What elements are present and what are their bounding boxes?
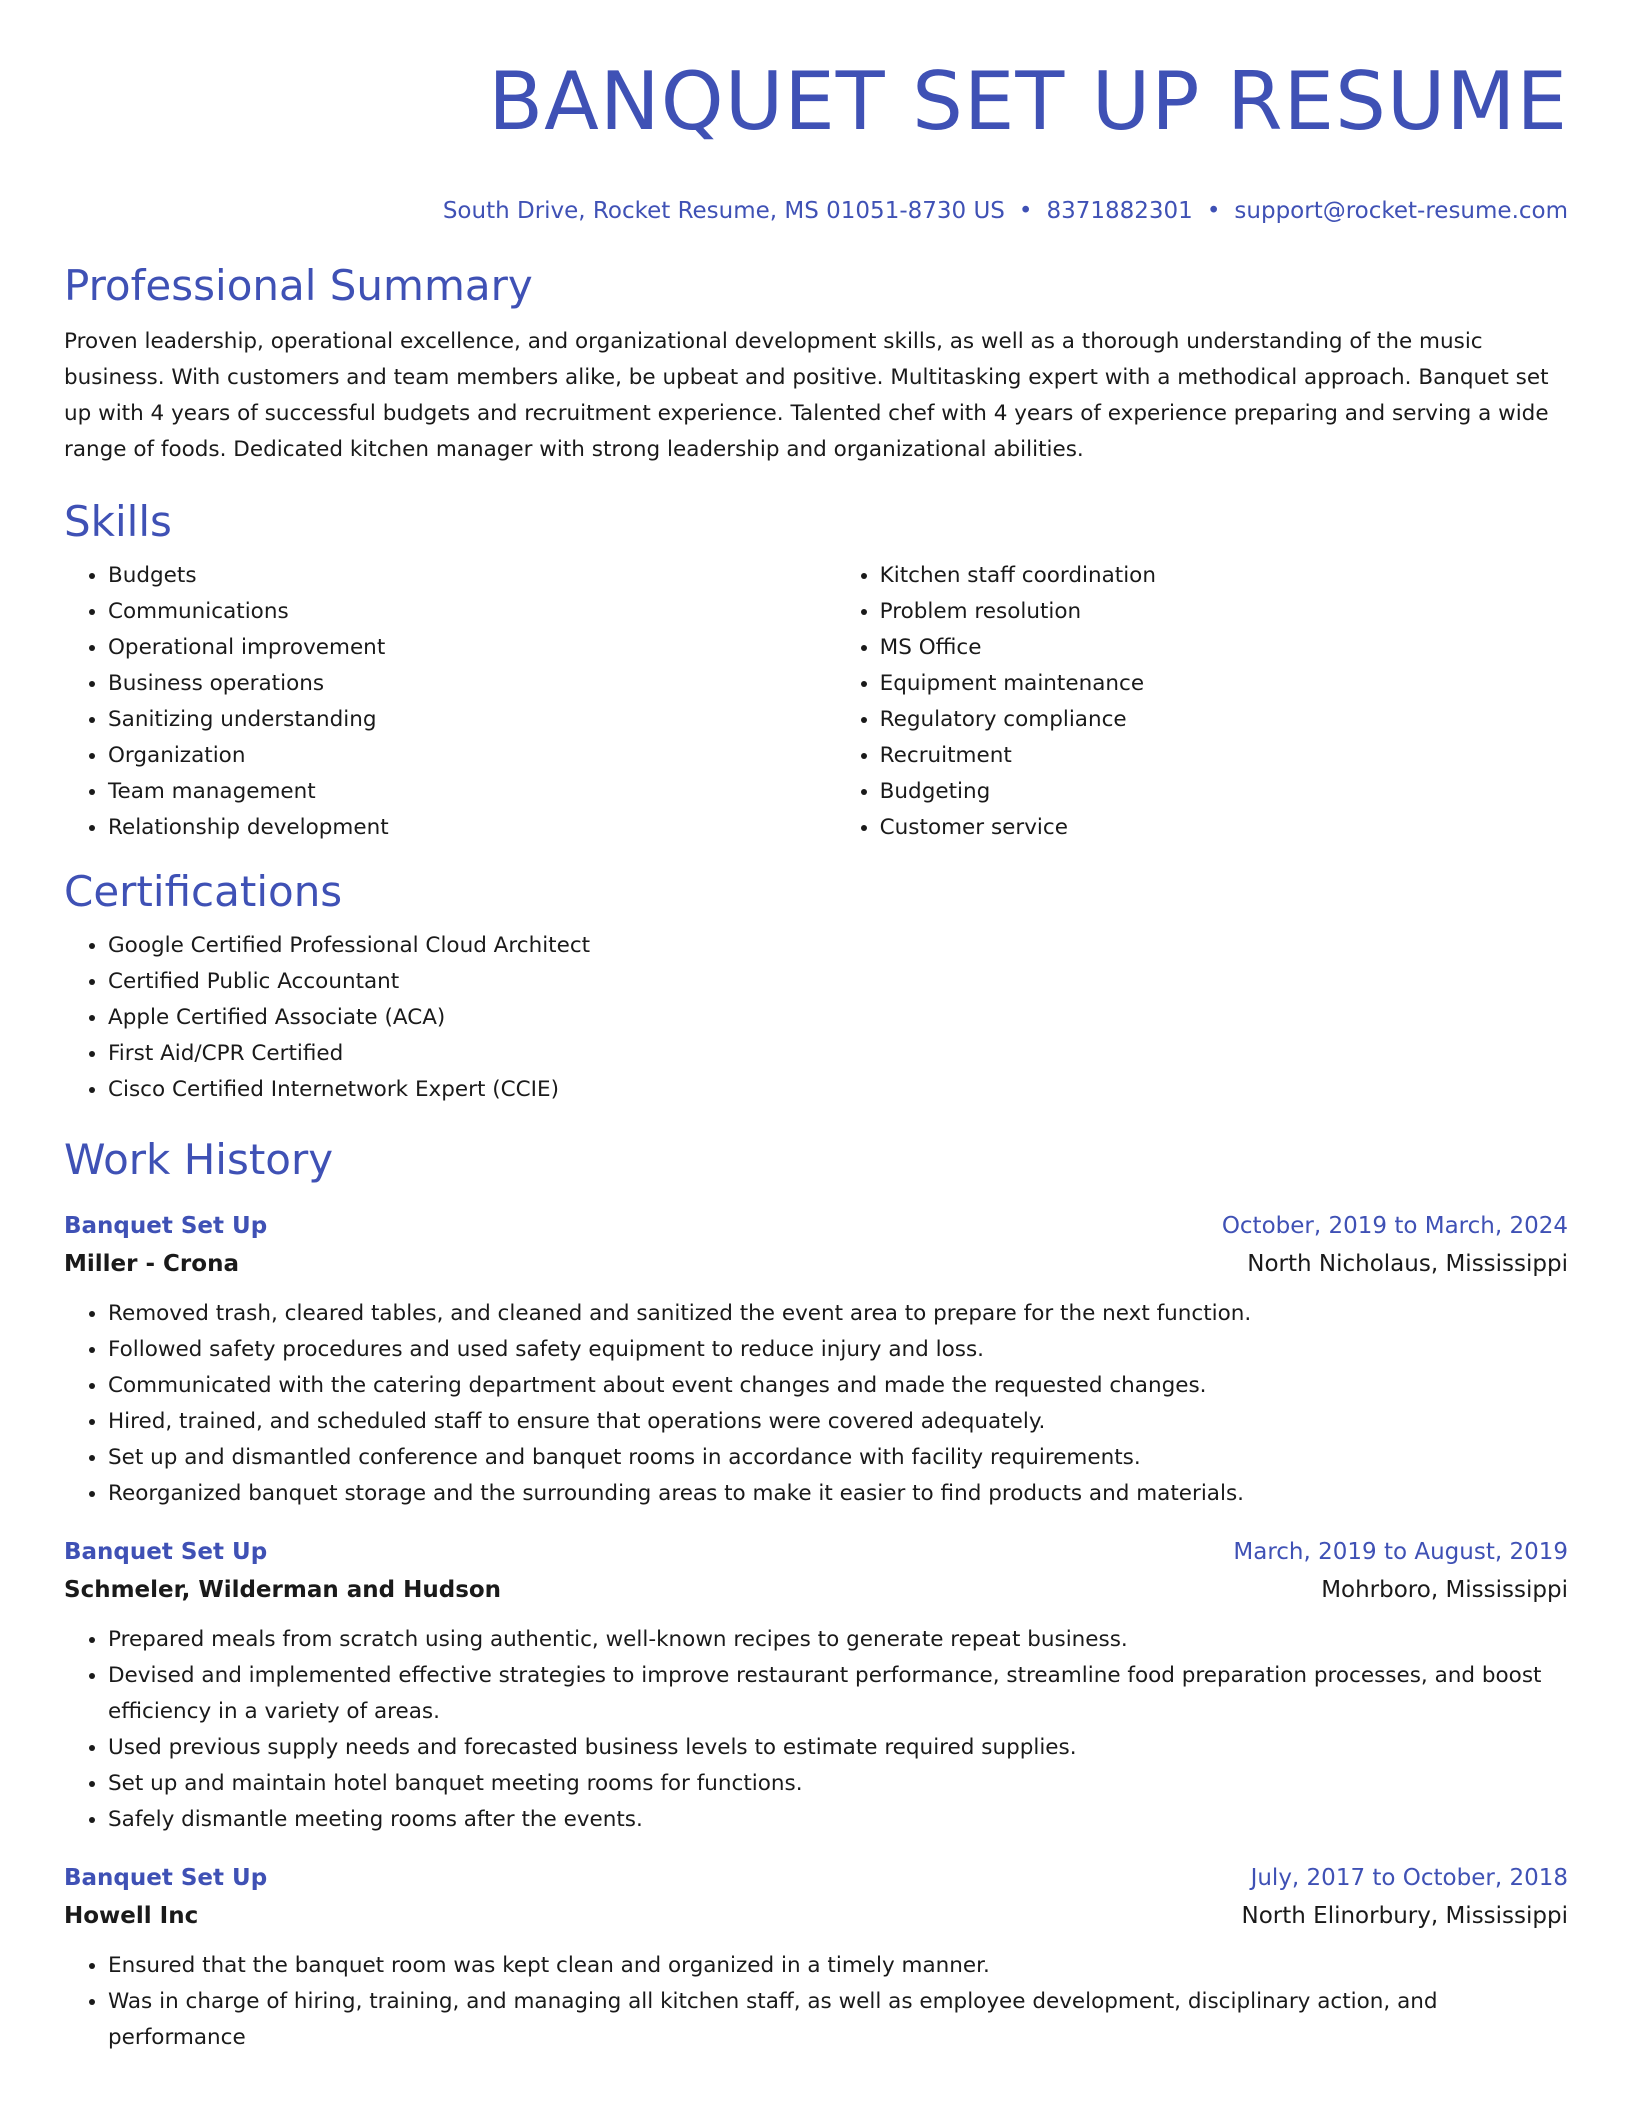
- contact-email[interactable]: support@rocket-resume.com: [1234, 198, 1568, 224]
- job-bullet: • Communicated with the catering department about event changes and made the requested changes.: [108, 1368, 1568, 1404]
- skill-item: • Team management: [108, 774, 836, 810]
- job-company: Schmeler, Wilderman and Hudson: [64, 1577, 502, 1603]
- work-history-heading: Work History: [64, 1135, 334, 1184]
- job-bullet: • Prepared meals from scratch using authentic, well-known recipes to generate repeat business.: [108, 1622, 1568, 1658]
- certifications-list: [64, 928, 1568, 1108]
- skills-columns: [64, 558, 1568, 846]
- skill-item: • Organization: [108, 738, 836, 774]
- job-entry: [64, 1860, 1568, 2056]
- job-dates: October, 2019 to March, 2024: [1221, 1213, 1568, 1239]
- skills-list-left: [64, 558, 836, 846]
- job-dates: March, 2019 to August, 2019: [1233, 1539, 1568, 1565]
- skill-item: • Business operations: [108, 666, 836, 702]
- skill-item: • Budgets: [108, 558, 836, 594]
- job-title: Banquet Set Up: [64, 1539, 268, 1565]
- job-header-row: [64, 1208, 1568, 1244]
- certification-item: • Certified Public Accountant: [108, 964, 1568, 1000]
- contact-separator: •: [1206, 198, 1221, 224]
- job-bullet: • Was in charge of hiring, training, and managing all kitchen staff, as well as employee development, disciplinary action, and performance: [108, 1984, 1568, 2056]
- job-header-row: [64, 1860, 1568, 1896]
- certification-item: • Apple Certified Associate (ACA): [108, 1000, 1568, 1036]
- job-bullet: • Set up and maintain hotel banquet meeting rooms for functions.: [108, 1766, 1568, 1802]
- job-bullet: • Safely dismantle meeting rooms after the events.: [108, 1802, 1568, 1838]
- skills-heading: Skills: [64, 497, 172, 546]
- skill-item: • MS Office: [880, 630, 1568, 666]
- job-location: Mohrboro, Mississippi: [1321, 1577, 1568, 1603]
- certification-item: • Cisco Certified Internetwork Expert (CCIE): [108, 1072, 1568, 1108]
- job-bullet: • Hired, trained, and scheduled staff to ensure that operations were covered adequately.: [108, 1404, 1568, 1440]
- job-bullet: • Followed safety procedures and used safety equipment to reduce injury and loss.: [108, 1332, 1568, 1368]
- job-title: Banquet Set Up: [64, 1865, 268, 1891]
- skill-item: • Sanitizing understanding: [108, 702, 836, 738]
- contact-phone: 8371882301: [1046, 198, 1193, 224]
- skill-item: • Communications: [108, 594, 836, 630]
- skill-item: • Kitchen staff coordination: [880, 558, 1568, 594]
- certification-item: • Google Certified Professional Cloud Architect: [108, 928, 1568, 964]
- contact-line: [64, 196, 1568, 226]
- job-bullet: • Ensured that the banquet room was kept clean and organized in a timely manner.: [108, 1948, 1568, 1984]
- job-company: Miller - Crona: [64, 1251, 239, 1277]
- skill-item: • Operational improvement: [108, 630, 836, 666]
- job-bullets: [64, 1296, 1568, 1512]
- contact-address: South Drive, Rocket Resume, MS 01051-8730 US: [442, 198, 1005, 224]
- skills-list-right: [836, 558, 1568, 846]
- job-company-row: [64, 1896, 1568, 1936]
- job-bullet: • Devised and implemented effective strategies to improve restaurant performance, streamline food preparation processes, and boost efficiency in a variety of areas.: [108, 1658, 1568, 1730]
- job-bullet: • Removed trash, cleared tables, and cleaned and sanitized the event area to prepare for the next function.: [108, 1296, 1568, 1332]
- job-location: North Elinorbury, Mississippi: [1241, 1903, 1568, 1929]
- job-entry: [64, 1534, 1568, 1838]
- job-dates: July, 2017 to October, 2018: [1250, 1865, 1568, 1891]
- summary-text: Proven leadership, operational excellence, and organizational development skills, as well as a thorough understanding of the music business. With customers and team members alike, be upbeat and positive. Multitasking expert with a methodical approach. Banquet set up with 4 years of successful budgets and recruitment experience. Talented chef with 4 years of experience preparing and serving a wide range of foods. Dedicated kitchen manager with strong leadership and organizational abilities.: [64, 329, 1549, 462]
- job-entry: [64, 1208, 1568, 1512]
- certifications-heading: Certifications: [64, 867, 343, 916]
- job-company-row: [64, 1570, 1568, 1610]
- skill-item: • Equipment maintenance: [880, 666, 1568, 702]
- skill-item: • Recruitment: [880, 738, 1568, 774]
- job-location: North Nicholaus, Mississippi: [1247, 1251, 1568, 1277]
- job-bullet: • Set up and dismantled conference and banquet rooms in accordance with facility requirements.: [108, 1440, 1568, 1476]
- certification-item: • First Aid/CPR Certified: [108, 1036, 1568, 1072]
- job-bullets: [64, 1622, 1568, 1838]
- contact-separator: •: [1018, 198, 1033, 224]
- skill-item: • Customer service: [880, 810, 1568, 846]
- job-bullets: [64, 1948, 1568, 2056]
- skill-item: • Relationship development: [108, 810, 836, 846]
- job-bullet: • Used previous supply needs and forecasted business levels to estimate required supplies.: [108, 1730, 1568, 1766]
- job-title: Banquet Set Up: [64, 1213, 268, 1239]
- skill-item: • Regulatory compliance: [880, 702, 1568, 738]
- skill-item: • Budgeting: [880, 774, 1568, 810]
- job-company-row: [64, 1244, 1568, 1284]
- job-bullet: • Reorganized banquet storage and the surrounding areas to make it easier to find products and materials.: [108, 1476, 1568, 1512]
- summary-heading: Professional Summary: [64, 261, 533, 310]
- job-company: Howell Inc: [64, 1903, 199, 1929]
- job-header-row: [64, 1534, 1568, 1570]
- resume-title: BANQUET SET UP RESUME: [488, 55, 1568, 148]
- skill-item: • Problem resolution: [880, 594, 1568, 630]
